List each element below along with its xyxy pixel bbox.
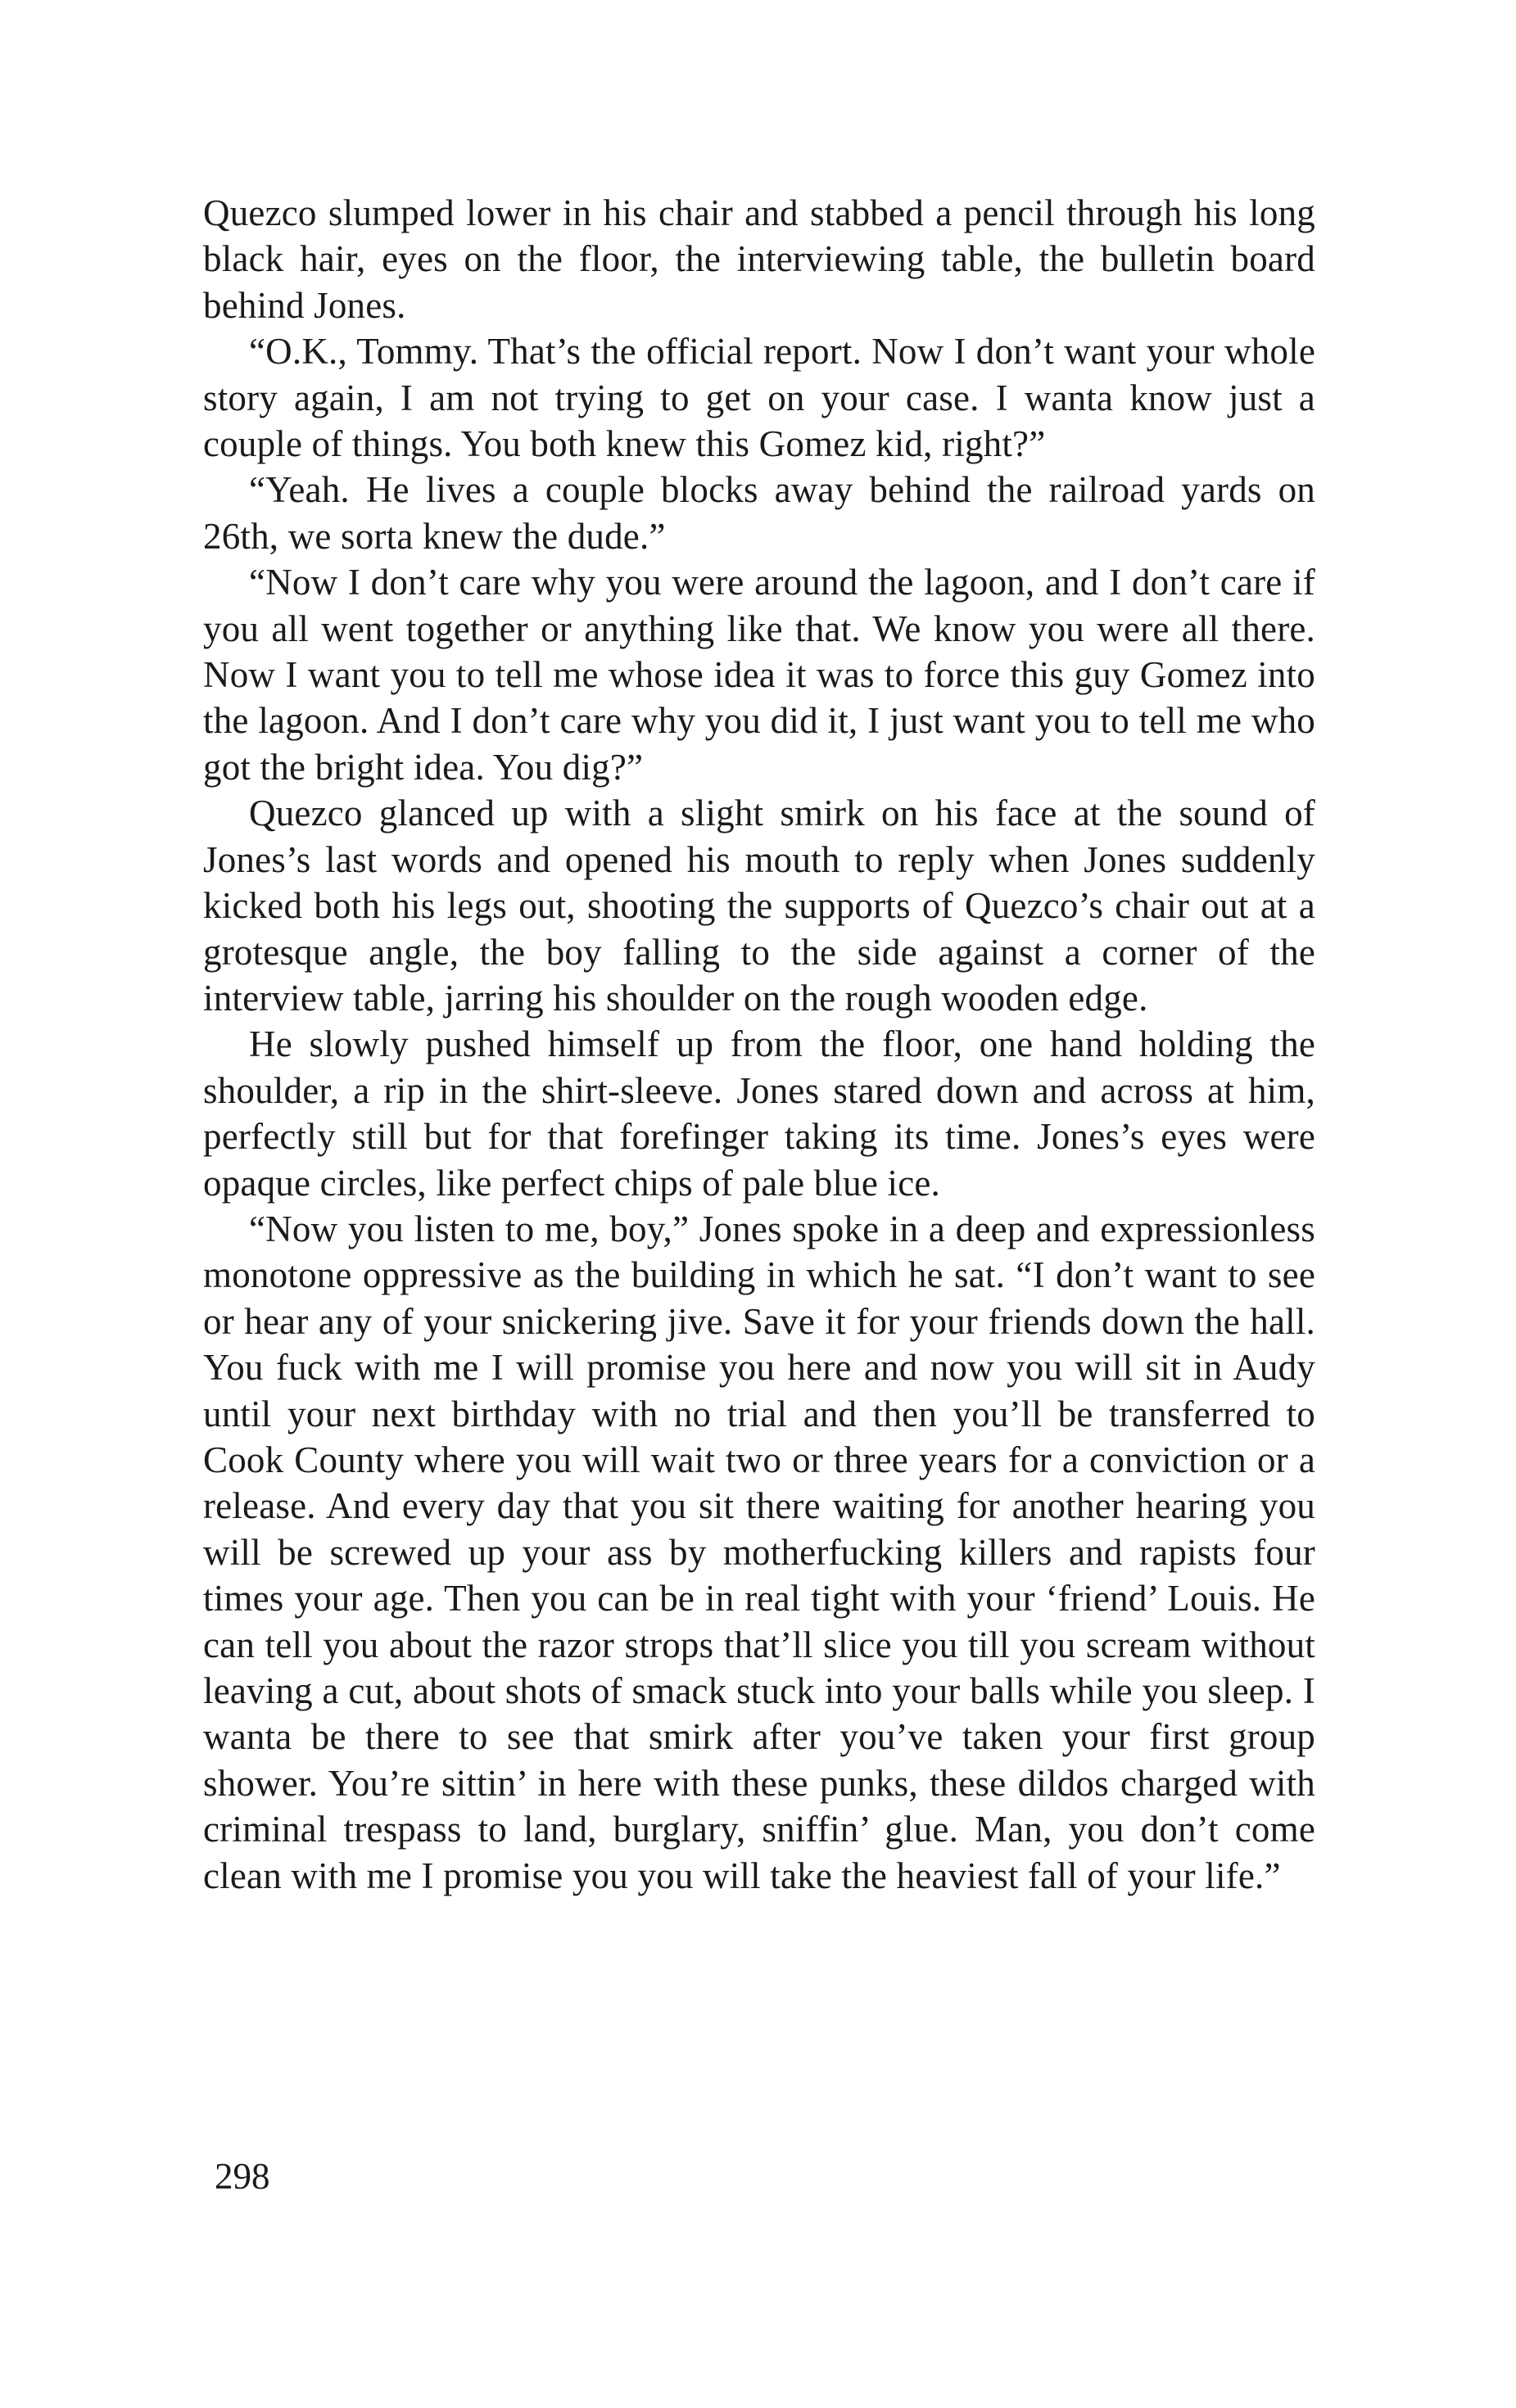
paragraph-4: “Now I don’t care why you were around the lagoon, and I don’t care if you all went together or anything like that. We know you were all there. Now I want you to tell me whose idea it was to force this guy Gomez into the lagoon. And I don’t care why you did it, I just want you to tell me who got the bright idea. You dig?” [203,562,1315,788]
body-text [203,190,1315,1899]
paragraph-6: He slowly pushed himself up from the floor, one hand holding the shoulder, a rip in the shirt-sleeve. Jones stared down and across at him, perfectly still but for that forefinger taking its time. Jones’s eyes were opaque circles, like perfect chips of pale blue ice. [203,1023,1315,1204]
paragraph-5: Quezco glanced up with a slight smirk on his face at the sound of Jones’s last words and opened his mouth to reply when Jones suddenly kicked both his legs out, shooting the supports of Quezco’s chair out at a grotesque angle, the boy falling to the side against a corner of the interview table, jarring his shoulder on the rough wooden edge. [203,793,1315,1019]
paragraph-1: Quezco slumped lower in his chair and stabbed a pencil through his long black hair, eyes on the floor, the interviewing table, the bulletin board behind Jones. [203,192,1315,326]
paragraph-3: “Yeah. He lives a couple blocks away behind the railroad yards on 26th, we sorta knew the dude.” [203,469,1315,557]
paragraph-2: “O.K., Tommy. That’s the official report. Now I don’t want your whole story again, I am not trying to get on your case. I wanta know just a couple of things. You both knew this Gomez kid, right?” [203,331,1315,465]
page-number: 298 [215,2156,270,2197]
paragraph-7: “Now you listen to me, boy,” Jones spoke in a deep and expressionless monotone oppressive as the building in which he sat. “I don’t want to see or hear any of your snickering jive. Save it for your friends down the hall. You fuck with me I will promise you here and now you will sit in Audy until your next birthday with no trial and then you’ll be transferred to Cook County where you will wait two or three years for a conviction or a release. And every day that you sit there waiting for another hearing you will be screwed up your ass by motherfucking killers and rapists four times your age. Then you can be in real tight with your ‘friend’ Louis. He can tell you about the razor strops that’ll slice you till you scream without leaving a cut, about shots of smack stuck into your balls while you sleep. I wanta be there to see that smirk after you’ve taken your first group shower. You’re sittin’ in here with these punks, these dildos charged with criminal trespass to land, burglary, sniffin’ glue. Man, you don’t come clean with me I promise you you will take the heaviest fall of your life.” [203,1208,1315,1896]
